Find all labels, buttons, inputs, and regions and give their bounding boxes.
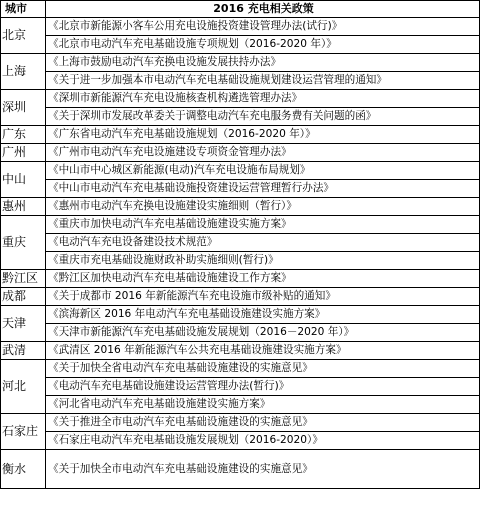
city-cell: 河北 bbox=[1, 360, 46, 414]
policy-cell: 《广州市电动汽车充电设施建设专项资金管理办法》 bbox=[46, 144, 480, 162]
city-cell: 广州 bbox=[1, 144, 46, 162]
city-cell: 黔江区 bbox=[1, 270, 46, 288]
table-row bbox=[1, 396, 480, 414]
table-row bbox=[1, 18, 480, 36]
table-row bbox=[1, 360, 480, 378]
city-cell: 衡水 bbox=[1, 450, 46, 489]
table-row bbox=[1, 72, 480, 90]
policy-cell: 《天津市新能源汽车充电基础设施发展规划（2016－2020 年）》 bbox=[46, 324, 480, 342]
table-row bbox=[1, 144, 480, 162]
city-cell: 深圳 bbox=[1, 90, 46, 126]
policy-cell: 《黔江区加快电动汽车充电基础设施建设工作方案》 bbox=[46, 270, 480, 288]
policy-cell: 《关于深圳市发展改革委关于调整电动汽车充电服务费有关问题的函》 bbox=[46, 108, 480, 126]
table-row bbox=[1, 180, 480, 198]
table-row bbox=[1, 450, 480, 489]
policy-cell: 《关于推进全市电动汽车充电基础设施建设的实施意见》 bbox=[46, 414, 480, 432]
policy-cell: 《关于进一步加强本市电动汽车充电基础设施规划建设运营管理的通知》 bbox=[46, 72, 480, 90]
policy-cell: 《滨海新区 2016 年电动汽车充电基础设施建设实施方案》 bbox=[46, 306, 480, 324]
table-row bbox=[1, 306, 480, 324]
city-cell: 天津 bbox=[1, 306, 46, 342]
policy-cell: 《武清区 2016 年新能源汽车公共充电基础设施建设实施方案》 bbox=[46, 342, 480, 360]
table-row bbox=[1, 90, 480, 108]
table-row bbox=[1, 288, 480, 306]
city-cell: 成都 bbox=[1, 288, 46, 306]
table-row bbox=[1, 432, 480, 450]
city-cell: 中山 bbox=[1, 162, 46, 198]
table-row bbox=[1, 342, 480, 360]
table-row bbox=[1, 36, 480, 54]
table-row bbox=[1, 162, 480, 180]
table-header-row bbox=[1, 1, 480, 18]
policy-table-body bbox=[1, 18, 480, 489]
policy-cell: 《上海市鼓励电动汽车充换电设施发展扶持办法》 bbox=[46, 54, 480, 72]
table-row bbox=[1, 252, 480, 270]
policy-cell: 《中山市中心城区新能源(电动)汽车充电设施布局规划》 bbox=[46, 162, 480, 180]
policy-cell: 《关于加快全省电动汽车充电基础设施建设的实施意见》 bbox=[46, 360, 480, 378]
table-row bbox=[1, 126, 480, 144]
policy-cell: 《广东省电动汽车充电基础设施规划（2016-2020 年）》 bbox=[46, 126, 480, 144]
table-row bbox=[1, 108, 480, 126]
policy-cell: 《北京市电动汽车充电基础设施专项规划（2016-2020 年）》 bbox=[46, 36, 480, 54]
city-cell: 惠州 bbox=[1, 198, 46, 216]
policy-cell: 《中山市电动汽车充电基础设施投资建设运营管理暂行办法》 bbox=[46, 180, 480, 198]
policy-cell: 《重庆市加快电动汽车充电基础设施建设实施方案》 bbox=[46, 216, 480, 234]
table-row bbox=[1, 378, 480, 396]
policy-cell: 《电动汽车充电基础设施建设运营管理办法(暂行)》 bbox=[46, 378, 480, 396]
policy-column-header: 2016 充电相关政策 bbox=[46, 1, 480, 18]
city-cell: 广东 bbox=[1, 126, 46, 144]
city-column-header: 城市 bbox=[1, 1, 46, 18]
policy-cell: 《河北省电动汽车充电基础设施建设实施方案》 bbox=[46, 396, 480, 414]
policy-cell: 《关于成都市 2016 年新能源汽车充电设施市级补贴的通知》 bbox=[46, 288, 480, 306]
policy-cell: 《电动汽车充电设备建设技术规范》 bbox=[46, 234, 480, 252]
table-row bbox=[1, 324, 480, 342]
table-row bbox=[1, 414, 480, 432]
policy-cell: 《关于加快全市电动汽车充电基础设施建设的实施意见》 bbox=[46, 450, 480, 489]
policy-cell: 《重庆市充电基础设施财政补助实施细则(暂行)》 bbox=[46, 252, 480, 270]
table-row bbox=[1, 54, 480, 72]
policy-cell: 《惠州市电动汽车充换电设施建设实施细则（暂行）》 bbox=[46, 198, 480, 216]
table-row bbox=[1, 216, 480, 234]
city-cell: 北京 bbox=[1, 18, 46, 54]
city-cell: 石家庄 bbox=[1, 414, 46, 450]
city-cell: 上海 bbox=[1, 54, 46, 90]
city-cell: 武清 bbox=[1, 342, 46, 360]
policy-cell: 《北京市新能源小客车公用充电设施投资建设管理办法(试行)》 bbox=[46, 18, 480, 36]
policy-cell: 《石家庄电动汽车充电基础设施发展规划（2016-2020）》 bbox=[46, 432, 480, 450]
policy-cell: 《深圳市新能源汽车充电设施核查机构遴选管理办法》 bbox=[46, 90, 480, 108]
table-row bbox=[1, 198, 480, 216]
table-row bbox=[1, 234, 480, 252]
table-row bbox=[1, 270, 480, 288]
city-cell: 重庆 bbox=[1, 216, 46, 270]
